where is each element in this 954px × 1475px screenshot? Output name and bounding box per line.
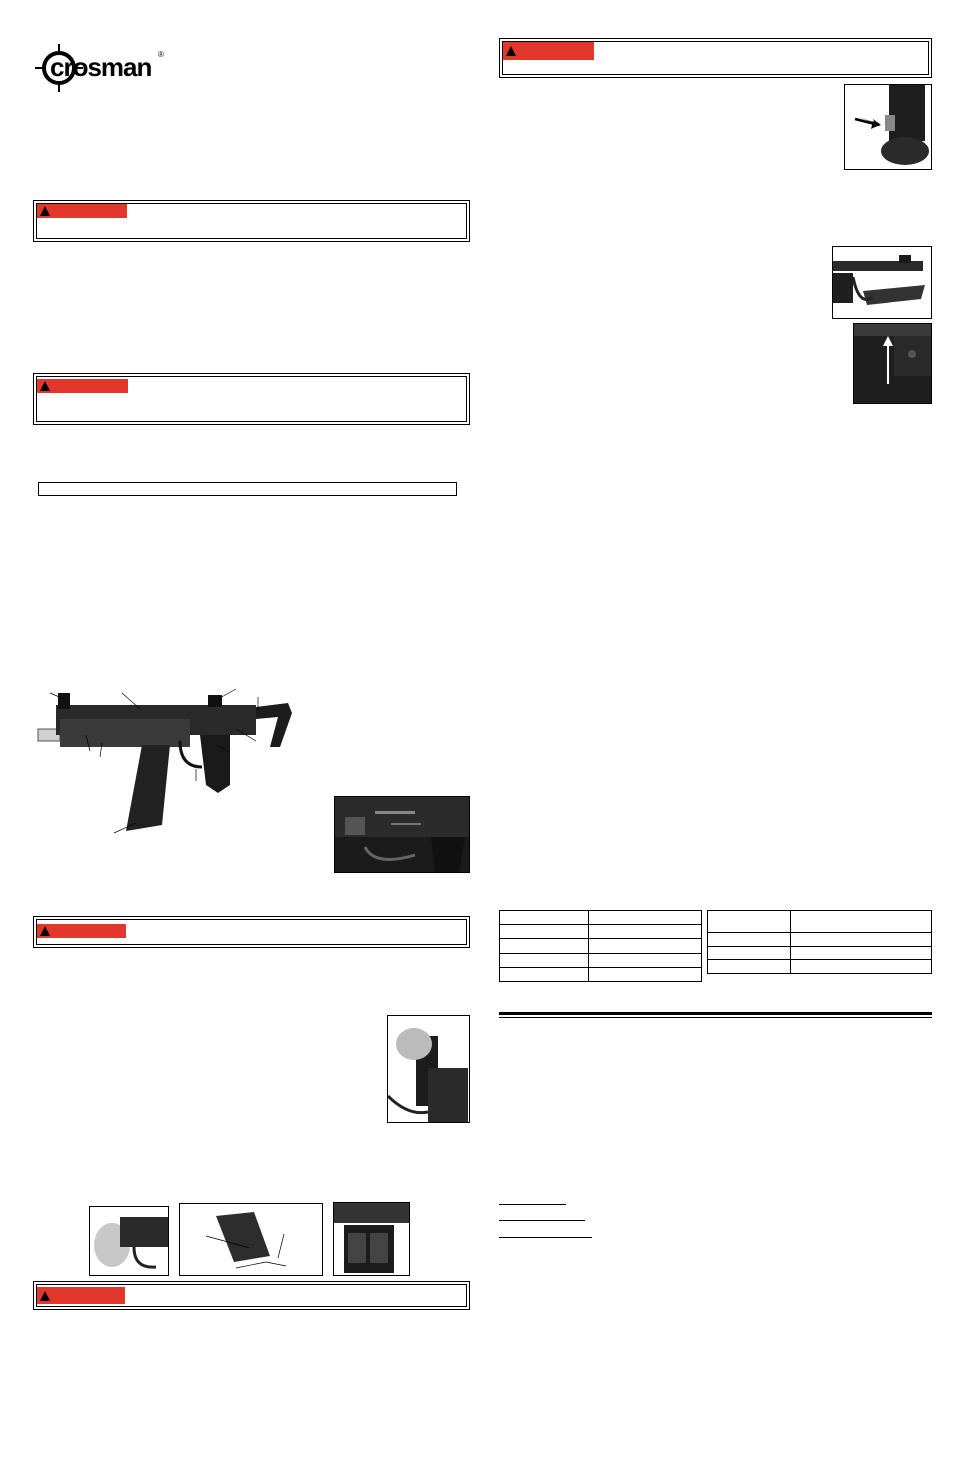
gun-illustration bbox=[30, 685, 320, 845]
warning-triangle-icon bbox=[40, 926, 50, 936]
link-underline-3[interactable] bbox=[499, 1237, 592, 1238]
magazine-insertion-photo bbox=[387, 1015, 470, 1123]
section-rule-thin bbox=[499, 1017, 932, 1018]
link-underline-1[interactable] bbox=[499, 1204, 566, 1205]
warning-box-3 bbox=[33, 916, 470, 948]
arrow-up-icon bbox=[883, 336, 893, 346]
open-forend-photo bbox=[832, 246, 932, 319]
spec-table-left bbox=[499, 910, 702, 982]
gun-diagram bbox=[30, 685, 320, 845]
warning-label bbox=[37, 379, 128, 393]
notice-box bbox=[38, 482, 457, 496]
loading-step-photo-1 bbox=[89, 1206, 169, 1276]
warning-label bbox=[37, 204, 127, 218]
link-underline-2[interactable] bbox=[499, 1220, 585, 1221]
co2-cap-photo bbox=[844, 84, 932, 170]
warning-label bbox=[37, 924, 126, 938]
slide-up-photo bbox=[853, 323, 932, 404]
warning-triangle-icon bbox=[40, 206, 50, 216]
warning-label bbox=[503, 42, 594, 60]
warning-triangle-icon bbox=[40, 381, 50, 391]
registered-mark: ® bbox=[158, 50, 164, 59]
warning-triangle-icon bbox=[506, 46, 516, 56]
section-rule bbox=[499, 1012, 932, 1015]
crosman-logo bbox=[34, 44, 166, 92]
loading-step-photo-3 bbox=[333, 1202, 410, 1276]
warning-box-2 bbox=[33, 373, 470, 425]
spec-table-right bbox=[707, 910, 932, 974]
safety-closeup-photo bbox=[334, 796, 470, 873]
logo-wordmark: crosman bbox=[50, 52, 152, 82]
warning-box-right bbox=[499, 38, 932, 78]
warning-triangle-icon bbox=[40, 1291, 50, 1301]
warning-box-4 bbox=[33, 1281, 470, 1310]
warning-label bbox=[37, 1287, 125, 1304]
warning-box-1 bbox=[33, 200, 470, 242]
magazine-parts-diagram bbox=[179, 1203, 323, 1276]
